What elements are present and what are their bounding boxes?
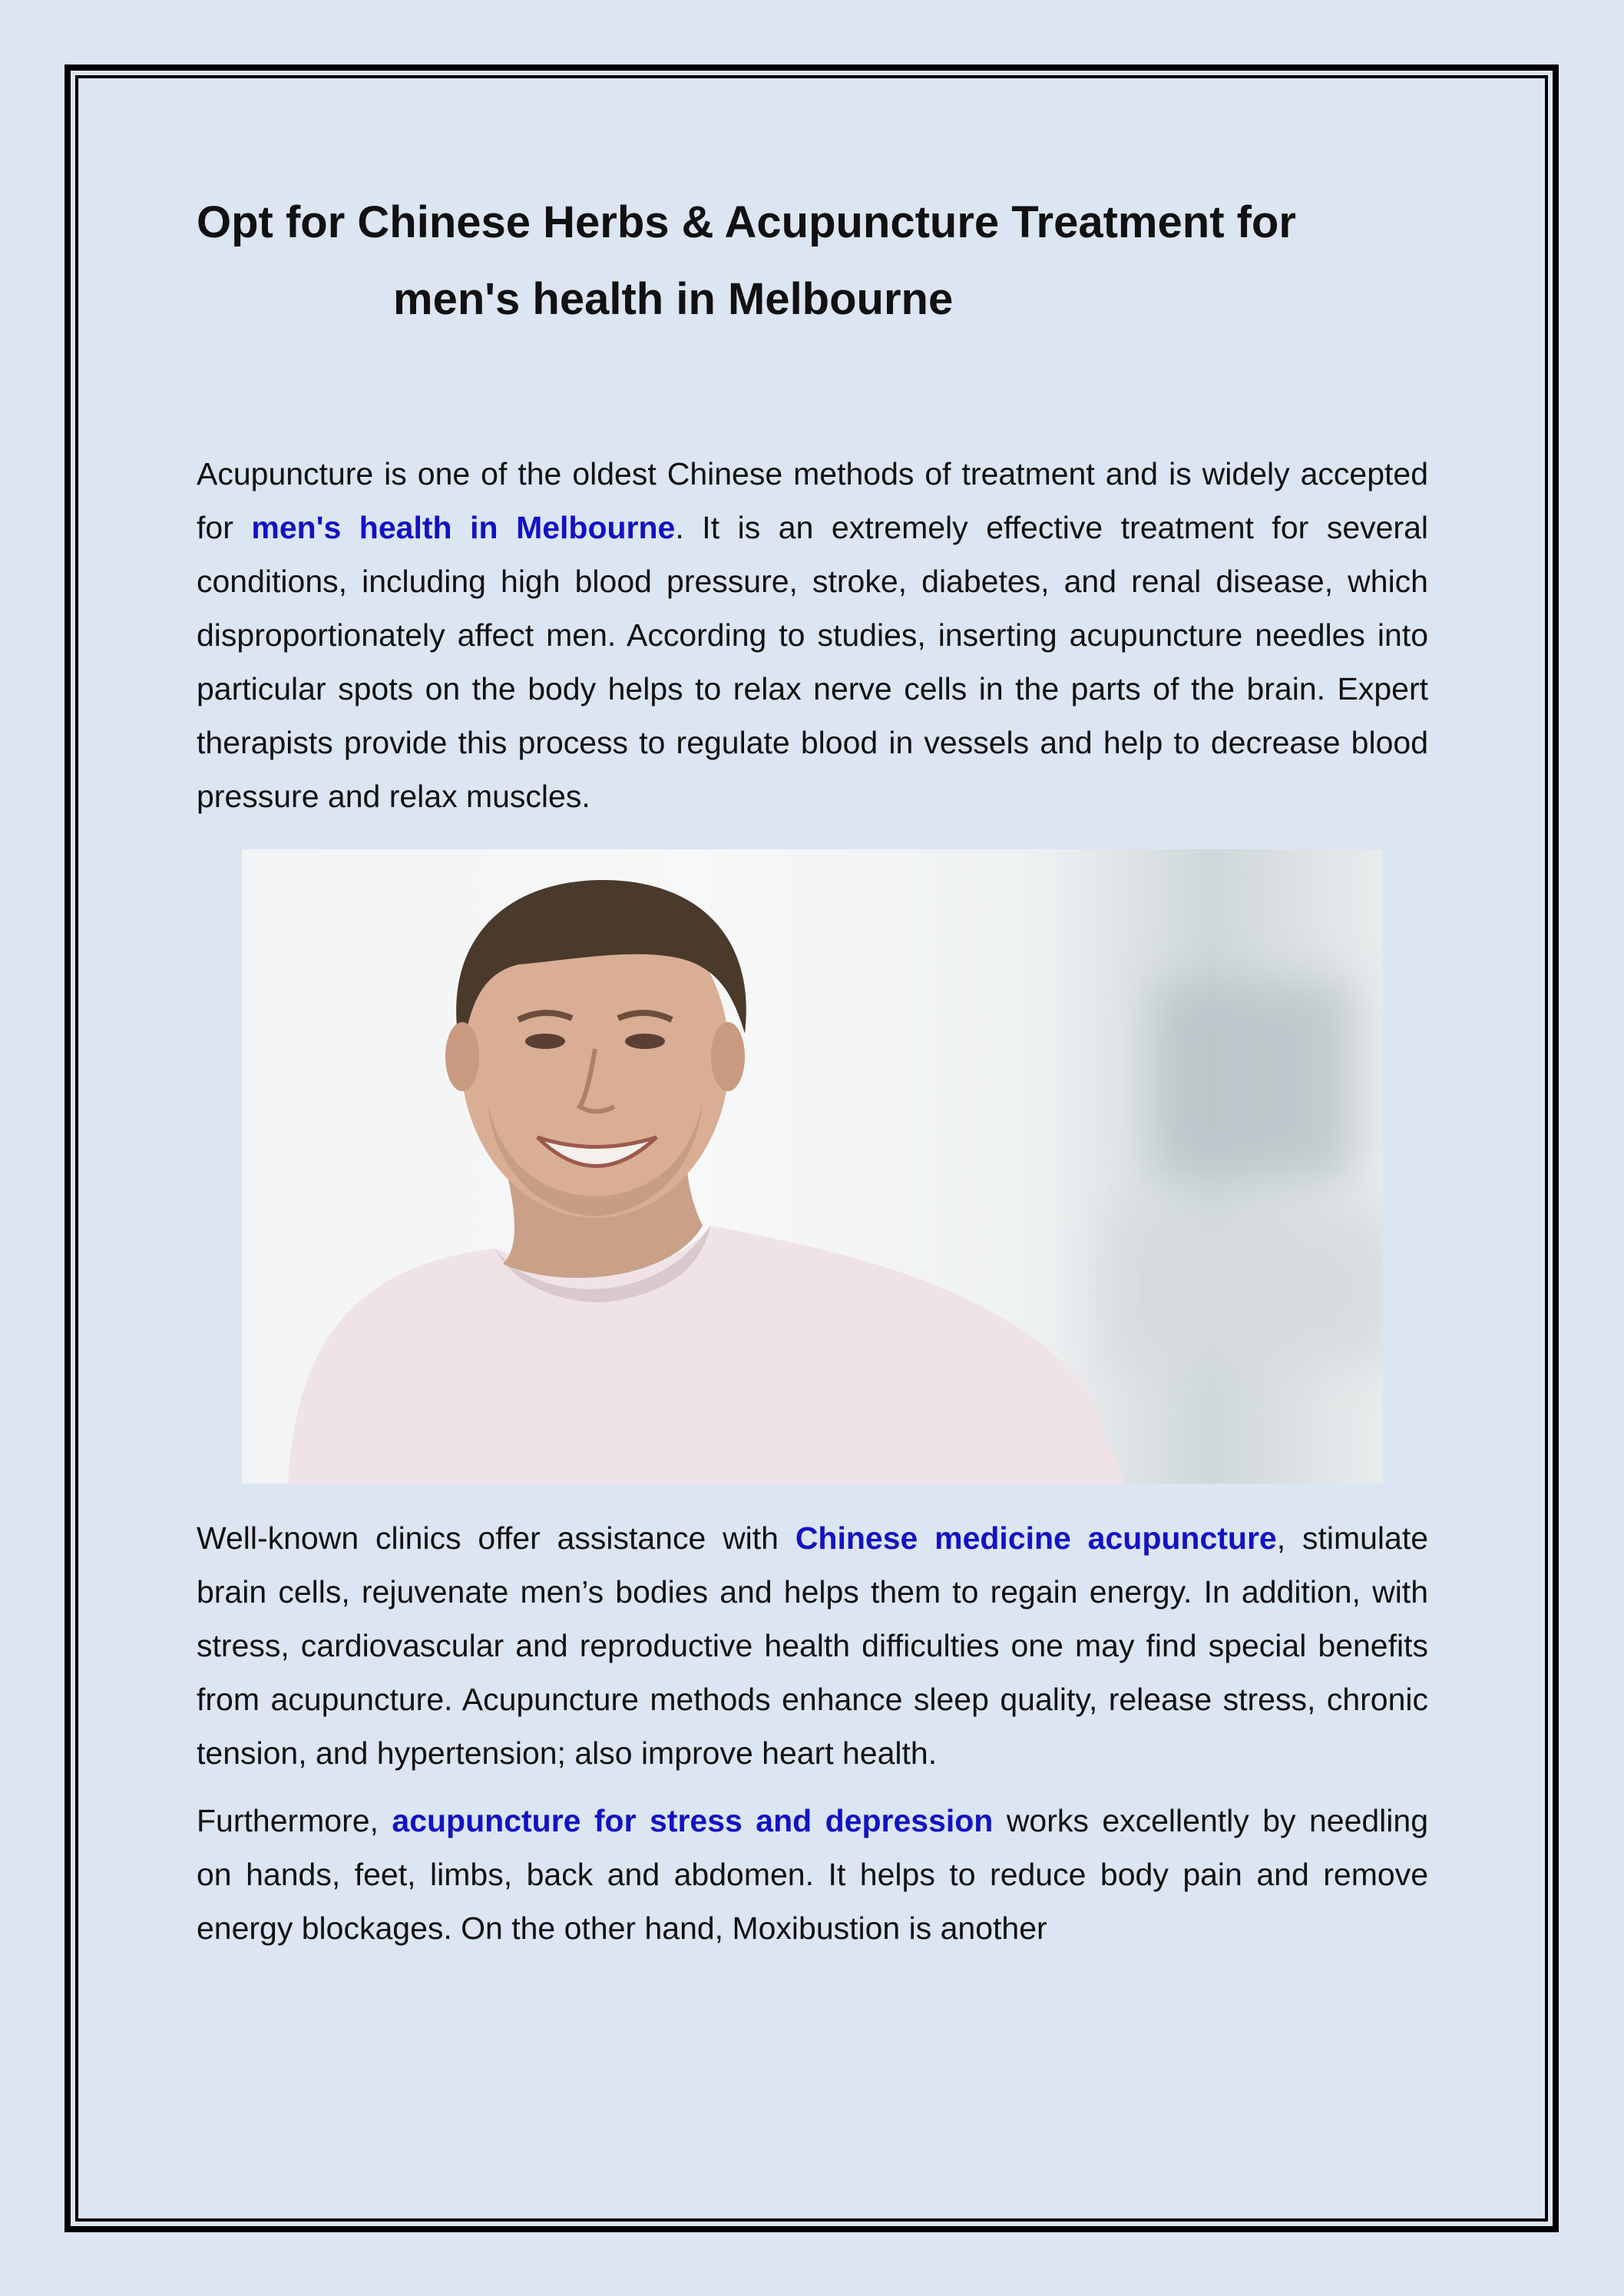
- paragraph-clinics: [197, 1511, 1428, 1780]
- paragraph-furthermore-text-b: works excellently by needling on hands, feet, limbs, back and abdomen. It helps to reduce body pain and remove energy blockages. On the other hand, Moxibustion is another: [197, 1803, 1428, 1946]
- paragraph-clinics-text-b: , stimulate brain cells, rejuvenate men’s bodies and helps them to regain energy. In addition, with stress, cardiovascular and reproductive health difficulties one may find special benefits from acupuncture. Acupuncture methods enhance sleep quality, release stress, chronic tension, and hypertension; also improve heart health.: [197, 1520, 1429, 1771]
- paragraph-clinics-text-a: Well-known clinics offer assistance with: [197, 1520, 795, 1556]
- paragraph-furthermore-text-a: Furthermore,: [197, 1803, 392, 1838]
- chinese-medicine-acupuncture-link[interactable]: Chinese medicine acupuncture: [795, 1520, 1277, 1556]
- paragraph-intro-text-a: Acupuncture is one of the oldest Chinese methods of treatment and is widely accepted for: [197, 456, 1428, 545]
- title-line-1: Opt for Chinese Herbs & Acupuncture Treatment for: [197, 197, 1296, 247]
- document-body: [197, 184, 1428, 1955]
- mens-health-melbourne-link[interactable]: men's health in Melbourne: [251, 510, 676, 545]
- page-title: [197, 184, 1428, 338]
- paragraph-furthermore: [197, 1794, 1428, 1955]
- acupuncture-stress-depression-link[interactable]: acupuncture for stress and depression: [392, 1803, 994, 1838]
- paragraph-intro: [197, 447, 1428, 823]
- smiling-man-photo: [242, 849, 1383, 1484]
- title-line-2: men's health in Melbourne: [393, 274, 954, 324]
- paragraph-intro-text-b: . It is an extremely effective treatment for several conditions, including high blood pressure, stroke, diabetes, and renal disease, which disproportionately affect men. According to studies, inserting acupuncture needles into particular spots on the body helps to relax nerve cells in the parts of the brain. Expert therapists provide this process to regulate blood in vessels and help to decrease blood pressure and relax muscles.: [197, 510, 1428, 814]
